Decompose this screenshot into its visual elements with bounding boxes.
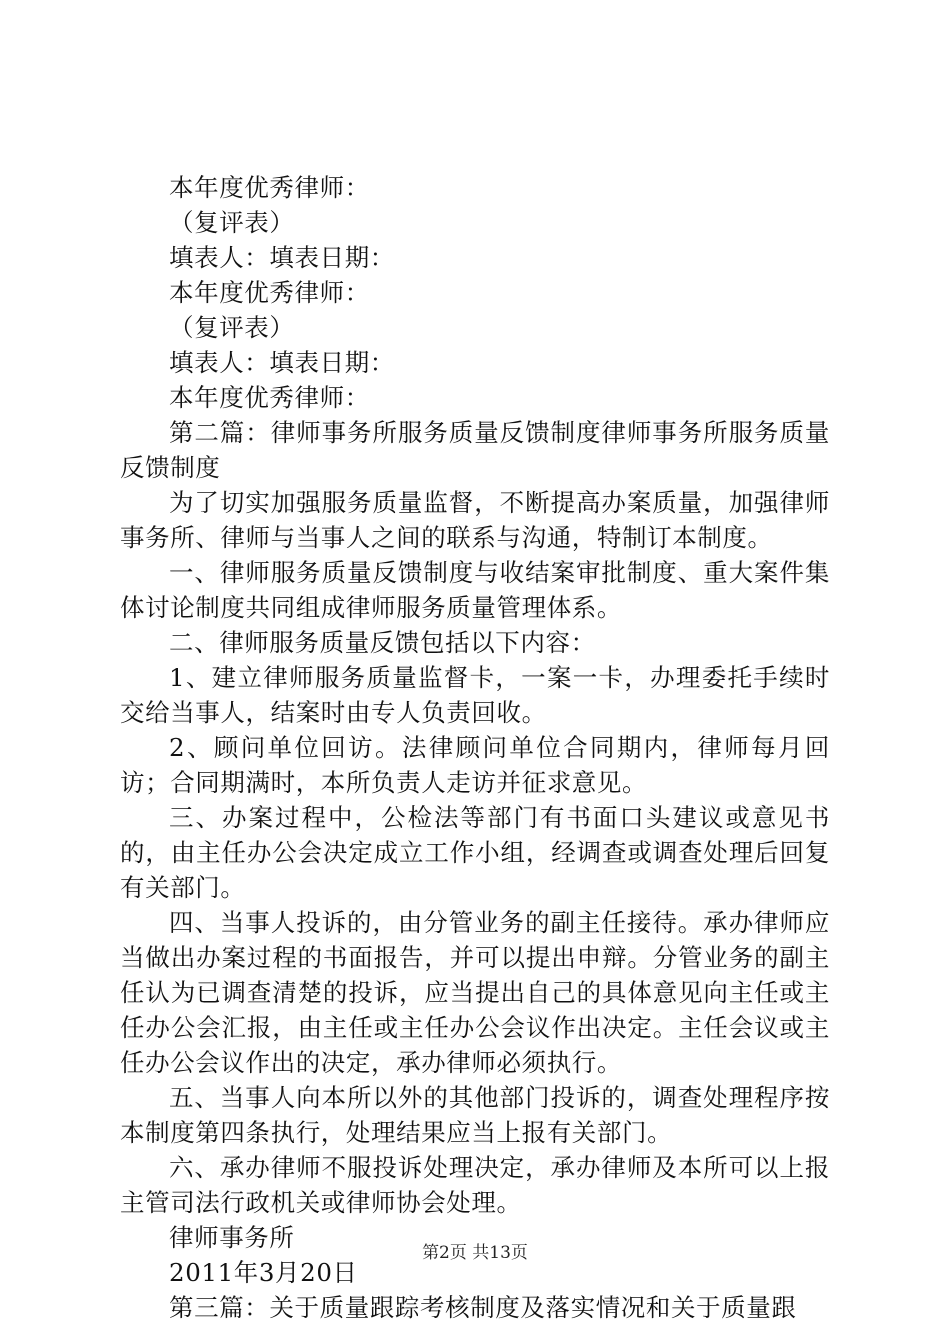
- paragraph-14: 三、办案过程中，公检法等部门有书面口头建议或意见书的，由主任办公会决定成立工作小组，经调查或调查处理后回复有关部门。: [120, 803, 830, 902]
- signature-org: 律师事务所: [169, 1223, 295, 1252]
- paragraph-12: 1、建立律师服务质量监督卡，一案一卡，办理委托手续时交给当事人，结案时由专人负责回收。: [120, 663, 830, 727]
- paragraph-1: 本年度优秀律师：: [169, 173, 370, 202]
- page-number: 第2页 共13页: [422, 1243, 528, 1263]
- paragraph-6: 填表人：填表日期：: [169, 348, 395, 377]
- paragraph-2: （复评表）: [169, 208, 295, 237]
- paragraph-3: 填表人：填表日期：: [169, 243, 395, 272]
- page-footer: [0, 1238, 950, 1263]
- paragraph-11: 二、律师服务质量反馈包括以下内容：: [169, 628, 596, 657]
- paragraph-9: 为了切实加强服务质量监督，不断提高办案质量，加强律师事务所、律师与当事人之间的联系与沟通，特制订本制度。: [120, 488, 830, 552]
- document-body: [120, 170, 830, 1325]
- paragraph-5: （复评表）: [169, 313, 295, 342]
- section-heading-2: 第二篇：律师事务所服务质量反馈制度律师事务所服务质量反馈制度: [120, 418, 830, 482]
- paragraph-10: 一、律师服务质量反馈制度与收结案审批制度、重大案件集体讨论制度共同组成律师服务质量管理体系。: [120, 558, 830, 622]
- paragraph-13: 2、顾问单位回访。法律顾问单位合同期内，律师每月回访；合同期满时，本所负责人走访并征求意见。: [120, 733, 830, 797]
- paragraph-7: 本年度优秀律师：: [169, 383, 370, 412]
- paragraph-16: 五、当事人向本所以外的其他部门投诉的，调查处理程序按本制度第四条执行，处理结果应当上报有关部门。: [120, 1083, 830, 1147]
- paragraph-15: 四、当事人投诉的，由分管业务的副主任接待。承办律师应当做出办案过程的书面报告，并可以提出申辩。分管业务的副主任认为已调查清楚的投诉，应当提出自己的具体意见向主任或主任办公会汇报，由主任或主任办公会议作出决定。主任会议或主任办公会议作出的决定，承办律师必须执行。: [120, 908, 830, 1077]
- section-heading-3: 第三篇：关于质量跟踪考核制度及落实情况和关于质量跟: [169, 1293, 797, 1322]
- paragraph-4: 本年度优秀律师：: [169, 278, 370, 307]
- paragraph-17: 六、承办律师不服投诉处理决定，承办律师及本所可以上报主管司法行政机关或律师协会处理。: [120, 1153, 830, 1217]
- signature-date: 2011年3月20日: [169, 1258, 358, 1287]
